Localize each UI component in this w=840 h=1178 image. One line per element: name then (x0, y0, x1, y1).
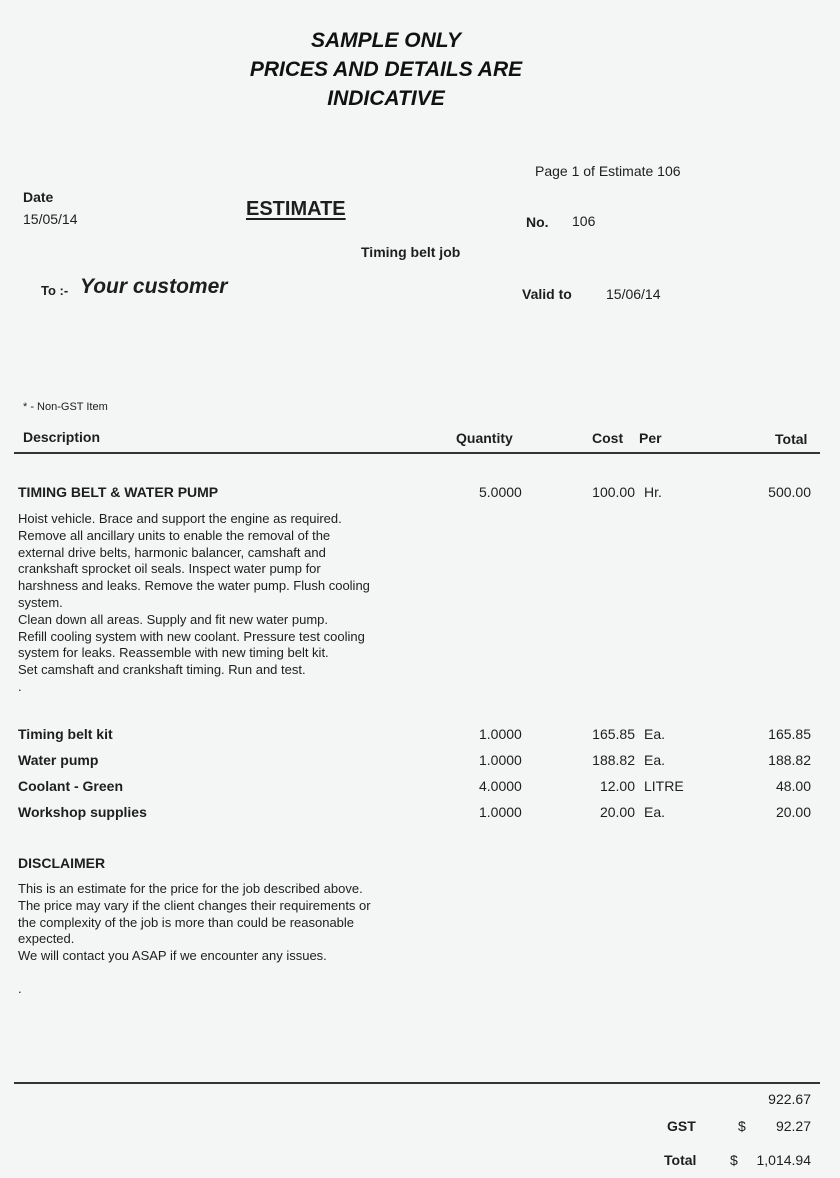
labour-description-line: harshness and leaks. Remove the water pump. Flush cooling (18, 578, 370, 594)
labour-description-line: Refill cooling system with new coolant. Pressure test cooling (18, 628, 365, 644)
item-per: Ea. (644, 804, 666, 820)
totals-divider (14, 1082, 820, 1084)
labour-row (0, 484, 840, 504)
column-header-quantity: Quantity (456, 430, 513, 446)
non-gst-note: * - Non-GST Item (23, 401, 108, 413)
item-name: Coolant - Green (18, 778, 124, 794)
item-cost: 188.82 (592, 752, 635, 768)
table-row (0, 778, 840, 798)
labour-description-line: . (18, 678, 22, 694)
job-title: Timing belt job (361, 244, 461, 260)
item-cost: 20.00 (599, 804, 635, 820)
item-total: 48.00 (775, 778, 811, 794)
page-info: Page 1 of Estimate 106 (535, 163, 681, 179)
labour-description-line: Hoist vehicle. Brace and support the engine as required. (18, 511, 342, 526)
item-total: 20.00 (775, 804, 811, 820)
labour-description (18, 511, 438, 696)
column-header-cost: Cost (592, 430, 624, 446)
column-header-per: Per (639, 430, 662, 446)
disclaimer-heading: DISCLAIMER (18, 855, 106, 871)
subtotal-value: 922.67 (768, 1091, 811, 1107)
estimate-number-label: No. (526, 214, 549, 230)
gst-currency: $ (738, 1118, 746, 1134)
valid-to-label: Valid to (522, 286, 572, 302)
gst-label: GST (667, 1118, 696, 1134)
labour-name: TIMING BELT & WATER PUMP (18, 484, 219, 500)
valid-to-value: 15/06/14 (606, 286, 661, 302)
item-name: Workshop supplies (18, 804, 147, 820)
item-per: Ea. (644, 726, 666, 742)
header-divider (14, 452, 820, 454)
labour-description-line: external drive belts, harmonic balancer, camshaft and (18, 544, 326, 560)
sample-banner-line-1: SAMPLE ONLY (310, 29, 462, 52)
item-per: LITRE (644, 778, 684, 794)
item-name: Water pump (18, 752, 99, 768)
to-label: To :- (41, 283, 69, 298)
sample-banner-line-3: INDICATIVE (327, 87, 445, 110)
document-title: ESTIMATE (246, 198, 346, 220)
grand-total-currency: $ (730, 1152, 738, 1168)
date-value: 15/05/14 (23, 211, 78, 227)
item-quantity: 1.0000 (479, 752, 522, 768)
labour-description-line: Set camshaft and crankshaft timing. Run and test. (18, 662, 306, 678)
labour-quantity: 5.0000 (479, 484, 522, 500)
labour-description-line: crankshaft sprocket oil seals. Inspect water pump for (18, 561, 321, 577)
customer-name: Your customer (80, 275, 228, 298)
labour-per: Hr. (644, 484, 662, 500)
disclaimer-line: . (18, 980, 22, 996)
labour-total: 500.00 (768, 484, 811, 500)
item-quantity: 4.0000 (479, 778, 522, 794)
item-name: Timing belt kit (18, 726, 113, 742)
labour-cost: 100.00 (592, 484, 635, 500)
column-header-description: Description (23, 429, 101, 445)
item-per: Ea. (644, 752, 666, 768)
item-cost: 165.85 (592, 726, 635, 742)
disclaimer-line: the complexity of the job is more than could be reasonable (18, 914, 355, 930)
disclaimer-line: This is an estimate for the price for the job described above. (18, 881, 363, 896)
estimate-number-value: 106 (572, 213, 596, 229)
item-quantity: 1.0000 (479, 804, 522, 820)
item-cost: 12.00 (599, 778, 635, 794)
disclaimer-line: expected. (18, 931, 75, 947)
sample-banner-line-2: PRICES AND DETAILS ARE (249, 58, 523, 81)
gst-value: 92.27 (775, 1118, 811, 1134)
item-quantity: 1.0000 (479, 726, 522, 742)
table-row (0, 752, 840, 772)
column-header-total: Total (775, 431, 808, 447)
labour-description-line: system for leaks. Reassemble with new timing belt kit. (18, 645, 329, 661)
table-row (0, 804, 840, 824)
labour-description-line: Remove all ancillary units to enable the removal of the (18, 527, 331, 543)
date-label: Date (23, 189, 54, 205)
labour-description-line: Clean down all areas. Supply and fit new water pump. (18, 611, 329, 627)
grand-total-value: 1,014.94 (756, 1152, 811, 1168)
item-total: 165.85 (768, 726, 811, 742)
labour-description-line: system. (18, 594, 63, 610)
item-total: 188.82 (768, 752, 811, 768)
disclaimer-line: The price may vary if the client changes their requirements or (18, 897, 371, 913)
disclaimer-text (18, 881, 438, 998)
table-row (0, 726, 840, 746)
grand-total-label: Total (664, 1152, 697, 1168)
disclaimer-line: We will contact you ASAP if we encounter any issues. (18, 948, 327, 964)
